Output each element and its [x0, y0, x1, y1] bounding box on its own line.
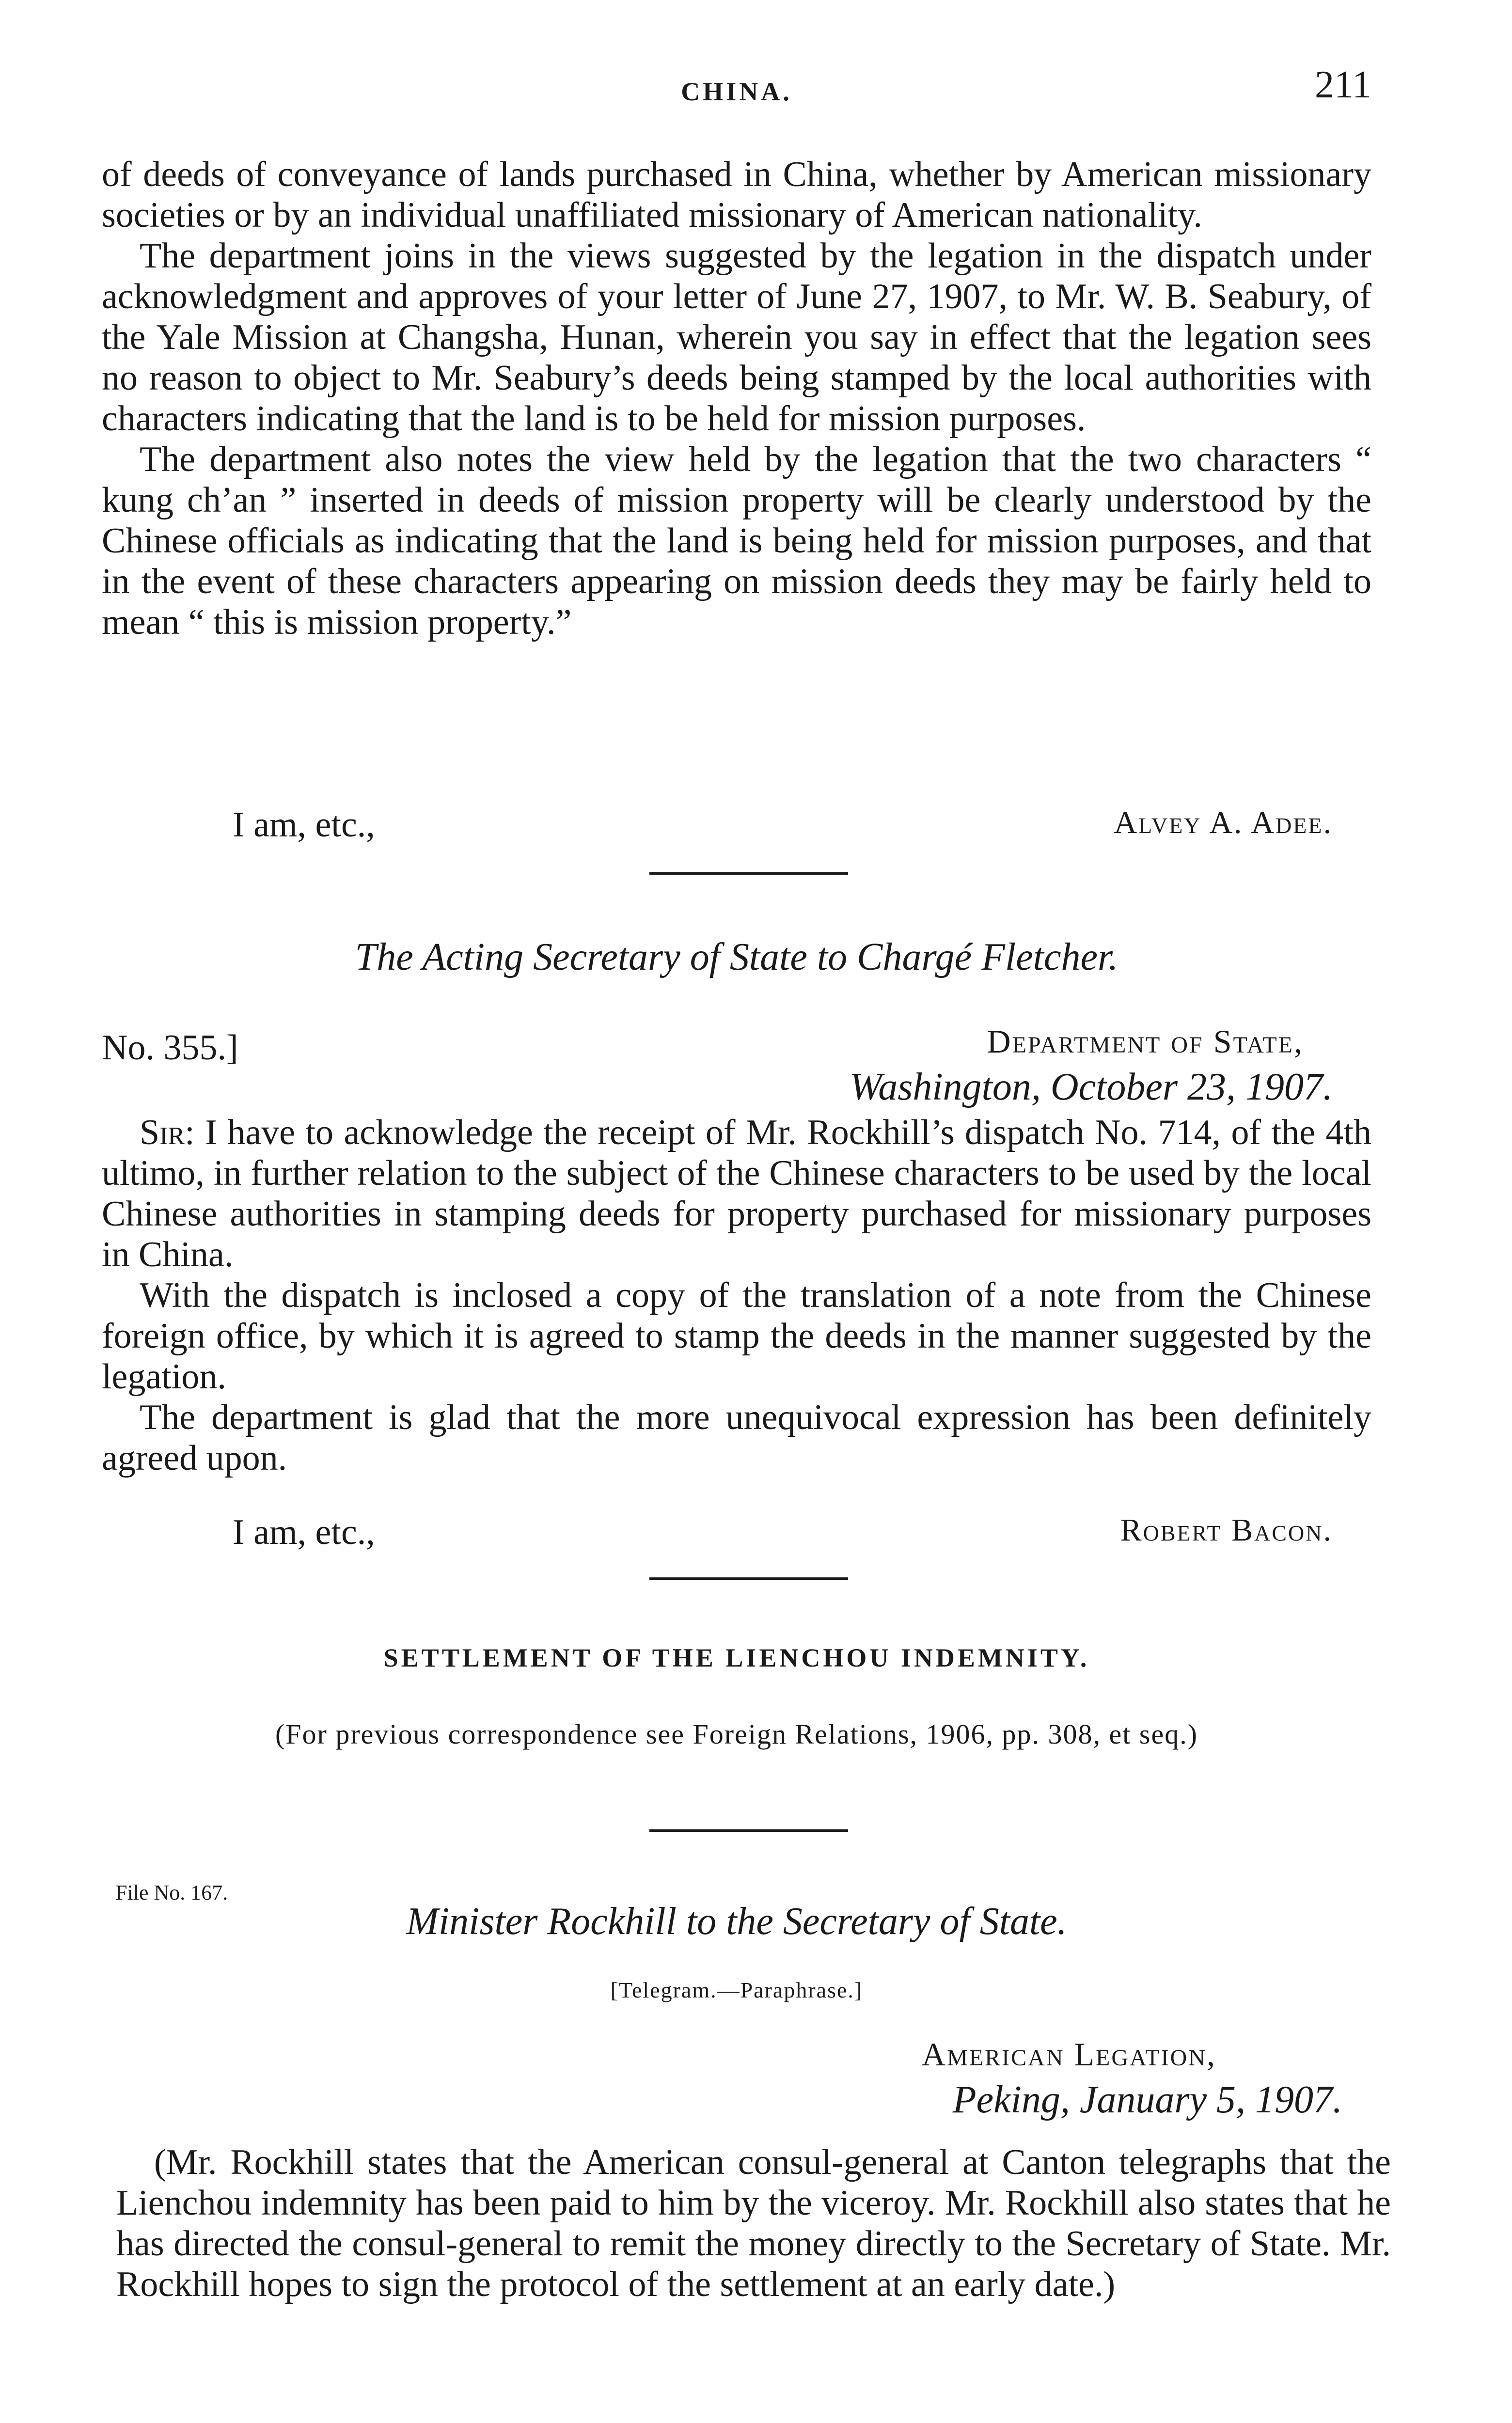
- telegram-note: [Telegram.—Paraphrase.]: [610, 1978, 863, 2002]
- closing-phrase: I am, etc.,: [233, 805, 375, 845]
- place-date: Peking, January 5, 1907.: [952, 2078, 1342, 2121]
- signature: Robert Bacon.: [1120, 1512, 1333, 1548]
- letter-2-dateline: [102, 1023, 1371, 1115]
- salutation: Sir:: [140, 1113, 195, 1152]
- paragraph: The department is glad that the more unequivocal expression has been definitely agreed upon.: [102, 1398, 1371, 1478]
- department-name: Department of State,: [987, 1023, 1304, 1060]
- letter-3-heading: Minister Rockhill to the Secretary of State.: [406, 1900, 1067, 1943]
- paragraph-text: I have to acknowledge the receipt of Mr. Rockhill’s dispatch No. 714, of the 4th ultimo, in further relation to the subject of the Chinese characters to be used by the local Chinese authorities in stamping deeds for property purchased for missionary purposes in China.: [102, 1113, 1371, 1274]
- paragraph: (Mr. Rockhill states that the American consul-general at Canton telegraphs that the Lienchou indemnity has been paid to him by the viceroy. Mr. Rockhill also states that he has directed the consul-general to remit the money directly to the Secretary of State. Mr. Rockhill hopes to sign the protocol of the settlement at an early date.): [116, 2142, 1391, 2304]
- dispatch-number: No. 355.]: [102, 1028, 238, 1068]
- file-number: File No. 167.: [115, 1881, 228, 1904]
- letter-1-closing: [102, 804, 1371, 848]
- divider-rule: [649, 872, 848, 875]
- running-head-title: CHINA.: [681, 77, 792, 106]
- paragraph: The department joins in the views suggested by the legation in the dispatch under acknowledgment and approves of your letter of June 27, 1907, to Mr. W. B. Seabury, of the Yale Mission at Changsha, Hunan, wherein you say in effect that the legation sees no reason to object to Mr. Seabury’s deeds being stamped by the local authorities with characters indicating that the land is to be held for mission purposes.: [102, 236, 1371, 439]
- legation-name: American Legation,: [922, 2036, 1216, 2073]
- section-title: SETTLEMENT OF THE LIENCHOU INDEMNITY.: [383, 1643, 1090, 1672]
- letter-2-closing: [102, 1512, 1371, 1556]
- paragraph: With the dispatch is inclosed a copy of the translation of a note from the Chinese foreign office, by which it is agreed to stamp the deeds in the manner suggested by the legation.: [102, 1275, 1371, 1397]
- letter-3-body: [116, 2142, 1391, 2305]
- letter-3-dateline: [102, 2036, 1371, 2127]
- divider-rule: [649, 1577, 848, 1580]
- divider-rule: [649, 1829, 848, 1832]
- running-head: [102, 57, 1371, 110]
- page-number: 211: [1314, 63, 1371, 106]
- signature: Alvey A. Adee.: [1114, 805, 1333, 840]
- previous-correspondence-note: (For previous correspondence see Foreign Relations, 1906, pp. 308, et seq.): [275, 1718, 1198, 1750]
- letter-2-body: [102, 1112, 1371, 1479]
- place-date: Washington, October 23, 1907.: [849, 1066, 1333, 1108]
- paragraph: of deeds of conveyance of lands purchased in China, whether by American missionary societies or by an individual unaffiliated missionary of American nationality.: [102, 155, 1371, 235]
- paragraph: [102, 1112, 1371, 1275]
- letter-1-body: [102, 154, 1371, 643]
- letter-2-heading: The Acting Secretary of State to Chargé Fletcher.: [355, 936, 1118, 978]
- closing-phrase: I am, etc.,: [233, 1512, 375, 1552]
- paragraph: The department also notes the view held by the legation that the two characters “ kung ch’an ” inserted in deeds of mission property will be clearly understood by the Chinese officials as indicating that the land is being held for mission purposes, and that in the event of these characters appearing on mission deeds they may be fairly held to mean “ this is mission property.”: [102, 440, 1371, 642]
